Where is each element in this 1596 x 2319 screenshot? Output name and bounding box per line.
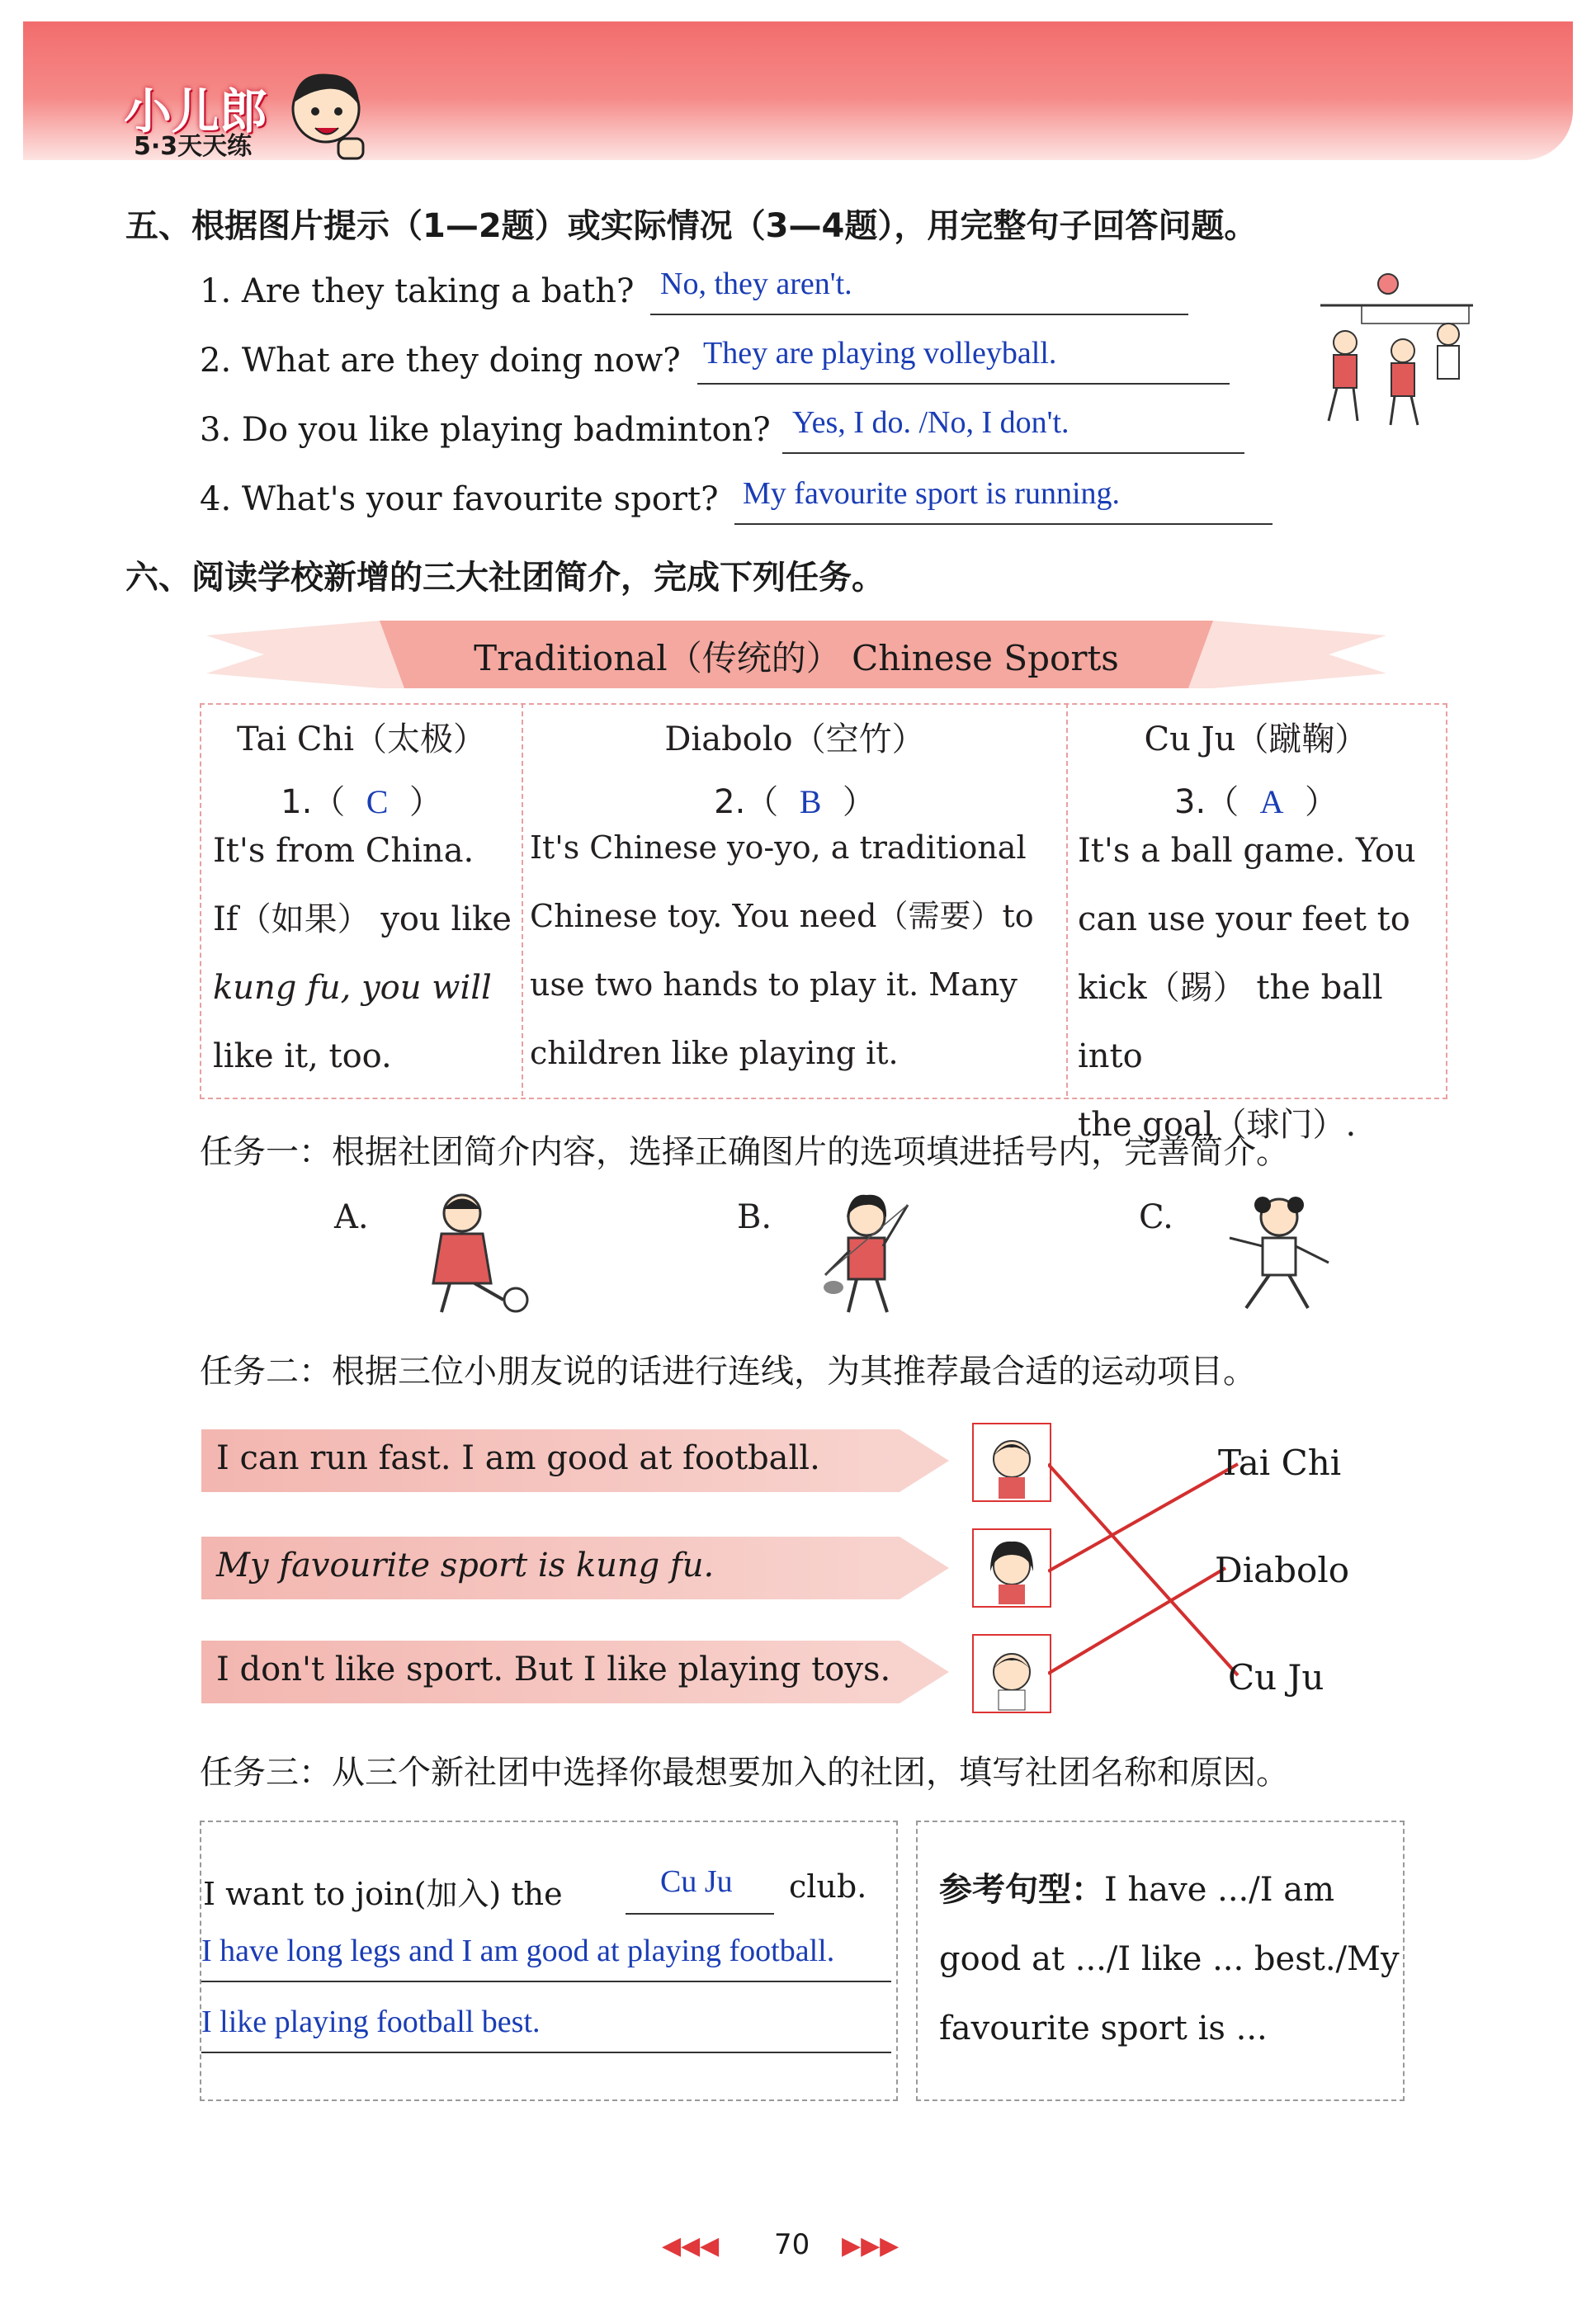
tai-chi-child-illustration	[1213, 1188, 1345, 1320]
answer-2: They are playing volleyball.	[703, 336, 1057, 371]
statement-2: My favourite sport is kung fu.	[216, 1547, 715, 1585]
club-desc-diabolo: It's Chinese yo-yo, a traditional Chinese toy. You need（需要）to use two hands to play it. Many children like playing it.	[530, 829, 1034, 1071]
question-3: 3. Do you like playing badminton?	[200, 411, 771, 449]
answer-4: My favourite sport is running.	[743, 476, 1121, 511]
sport-diabolo: Diabolo	[1215, 1550, 1350, 1590]
club-answer-2: 2.（ B ）	[714, 783, 876, 821]
next-page-arrows-icon: ▶▶▶	[842, 2232, 900, 2260]
reason-answer-line	[201, 2052, 891, 2053]
answer-1: No, they aren't.	[660, 267, 852, 301]
option-b-label: B.	[737, 1198, 772, 1236]
statement-arrow	[900, 1641, 949, 1703]
diabolo-child-illustration	[817, 1188, 924, 1320]
option-c-label: C.	[1139, 1198, 1173, 1236]
kid-avatar-1	[972, 1423, 1051, 1502]
brand-logo: 小儿郎	[124, 83, 268, 139]
brand-subtitle: 5·3天天练	[134, 132, 253, 161]
statement-1: I can run fast. I am good at football.	[216, 1439, 820, 1477]
volleyball-illustration	[1312, 272, 1477, 429]
option-a-label: A.	[334, 1198, 369, 1236]
prev-page-arrows-icon: ◀◀◀	[662, 2232, 720, 2260]
answer-3: Yes, I do. /No, I don't.	[792, 405, 1070, 440]
answer-line-1	[650, 314, 1188, 315]
club-name-diabolo: Diabolo（空竹）	[664, 720, 925, 758]
kid-avatar-3	[972, 1634, 1051, 1713]
cuju-child-illustration	[404, 1188, 536, 1320]
answer-line-4	[734, 523, 1273, 525]
question-2: 2. What are they doing now?	[200, 342, 681, 380]
club-answer-1: 1.（ C ）	[281, 783, 442, 821]
table-divider	[522, 703, 523, 1096]
club-desc-tai-chi: It's from China. If（如果） you like kung fu, you will like it, too.	[213, 832, 512, 1075]
reference-patterns: 参考句型：I have .../I am good at .../I like ... best./My favourite sport is ...	[939, 1871, 1400, 2047]
section6-title: 六、阅读学校新增的三大社团简介，完成下列任务。	[125, 559, 885, 597]
join-club-answer: Cu Ju	[660, 1864, 733, 1899]
table-divider	[1066, 703, 1068, 1096]
section5-title: 五、根据图片提示（1—2题）或实际情况（3—4题），用完整句子回答问题。	[125, 207, 1258, 245]
join-prefix: I want to join(加入) the	[203, 1876, 563, 1912]
kid-avatar-2	[972, 1528, 1051, 1608]
club-name-cu-ju: Cu Ju（蹴鞠）	[1144, 720, 1368, 758]
task3-prompt: 任务三：从三个新社团中选择你最想要加入的社团，填写社团名称和原因。	[200, 1754, 1289, 1792]
statement-arrow	[900, 1537, 949, 1599]
club-answer-line	[626, 1913, 774, 1915]
mascot-icon	[281, 66, 371, 165]
sport-tai-chi: Tai Chi	[1218, 1443, 1342, 1483]
club-name-tai-chi: Tai Chi（太极）	[236, 720, 487, 758]
question-4: 4. What's your favourite sport?	[200, 480, 719, 518]
task2-prompt: 任务二：根据三位小朋友说的话进行连线，为其推荐最合适的运动项目。	[200, 1353, 1256, 1391]
club-desc-cu-ju: It's a ball game. You can use your feet to kick（踢） the ball into the goal（球门）.	[1078, 832, 1416, 1144]
answer-line-3	[782, 452, 1244, 454]
statement-3: I don't like sport. But I like playing toys.	[216, 1651, 891, 1688]
question-1: 1. Are they taking a bath?	[200, 272, 635, 310]
task1-prompt: 任务一：根据社团简介内容，选择正确图片的选项填进括号内，完善简介。	[200, 1133, 1289, 1171]
statement-arrow	[900, 1429, 949, 1492]
answer-line-2	[697, 383, 1230, 385]
sport-cu-ju: Cu Ju	[1228, 1657, 1324, 1698]
page-number: 70	[774, 2228, 810, 2261]
join-suffix: club.	[789, 1868, 867, 1905]
reason-answer-line	[201, 1981, 891, 1982]
banner-title: Traditional（传统的） Chinese Sports	[474, 638, 1119, 678]
club-answer-3: 3.（ A ）	[1174, 783, 1338, 821]
reason-line-1: I have long legs and I am good at playing football.	[201, 1934, 835, 1968]
reason-line-2: I like playing football best.	[201, 2005, 541, 2039]
